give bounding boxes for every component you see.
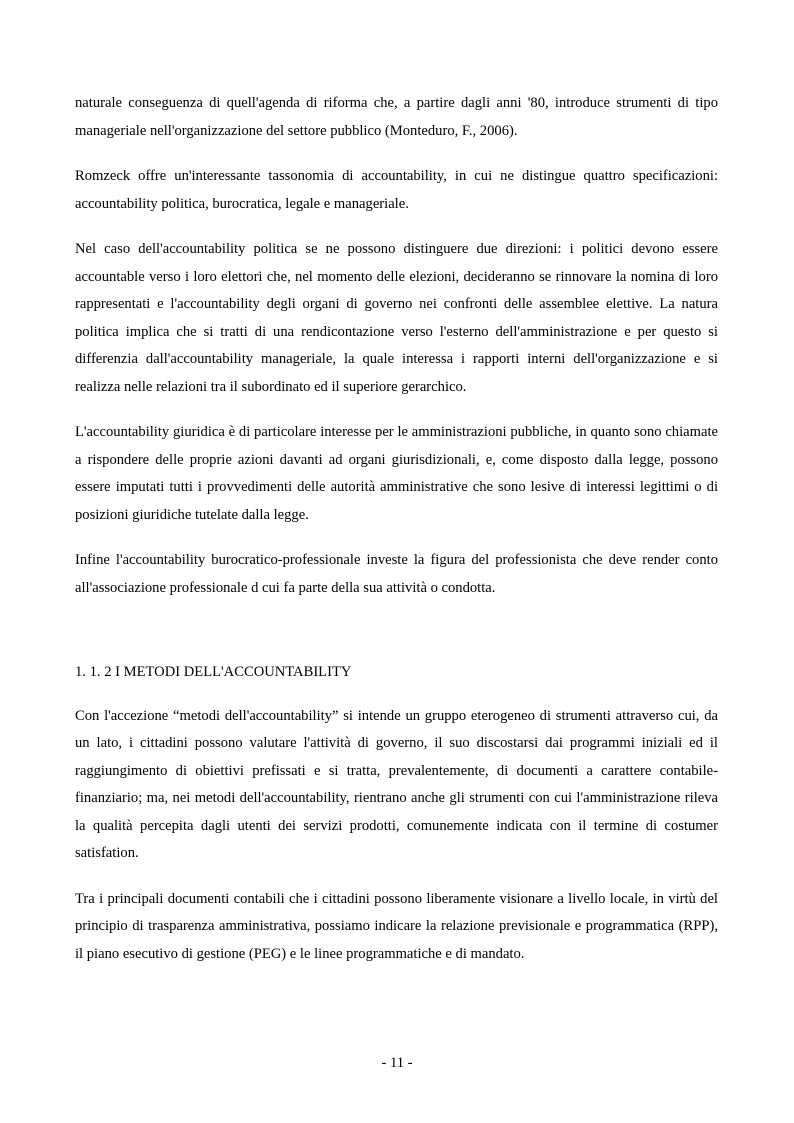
section-heading: 1. 1. 2 I METODI DELL'ACCOUNTABILITY bbox=[75, 664, 352, 680]
paragraph-accountability-methods: Con l'accezione “metodi dell'accountability” si intende un gruppo eterogeneo di strumenti attraverso cui, da un lato, i cittadini possono valutare l'attività di governo, il suo discostarsi dai programmi iniziali ed il raggiungimento di obiettivi prefissati e si tratta, prevalentemente, di documenti a carattere contabile-finanziario; ma, nei metodi dell'accountability, rientrano anche gli strumenti con cui l'amministrazione rileva la qualità percepita dagli utenti dei servizi prodotti, comunemente indicata con il termine di costumer satisfation. bbox=[75, 707, 718, 861]
page-number: - 11 - bbox=[381, 1055, 413, 1071]
paragraph-accounting-documents: Tra i principali documenti contabili che i cittadini possono liberamente visionare a livello locale, in virtù del principio di trasparenza amministrativa, possiamo indicare la relazione previsionale e programmatica (RPP), il piano esecutivo di gestione (PEG) e le linee programmatiche e di mandato. bbox=[75, 890, 718, 962]
paragraph-professional-accountability: Infine l'accountability burocratico-professionale investe la figura del professionista che deve render conto all'associazione professionale d cui fa parte della sua attività o condotta. bbox=[75, 552, 718, 596]
paragraph-romzeck-taxonomy: Romzeck offre un'interessante tassonomia di accountability, in cui ne distingue quattro specificazioni: accountability politica, burocratica, legale e manageriale. bbox=[75, 168, 718, 212]
paragraph-reform-agenda: naturale conseguenza di quell'agenda di riforma che, a partire dagli anni '80, introduce strumenti di tipo manageriale nell'organizzazione del settore pubblico (Monteduro, F., 2006). bbox=[75, 95, 718, 139]
paragraph-legal-accountability: L'accountability giuridica è di particolare interesse per le amministrazioni pubbliche, in quanto sono chiamate a rispondere delle proprie azioni davanti ad organi giurisdizionali, e, come disposto dalla legge, possono essere imputati tutti i provvedimenti delle autorità amministrative che sono lesive di interessi legittimi o di posizioni giuridiche tutelate dalla legge. bbox=[75, 424, 718, 523]
document-page bbox=[75, 90, 718, 986]
paragraph-political-accountability: Nel caso dell'accountability politica se ne possono distinguere due direzioni: i politici devono essere accountable verso i loro elettori che, nel momento delle elezioni, decideranno se rinnovare la nomina di loro rappresentati e l'accountability degli organi di governo nei confronti delle assemblee elettive. La natura politica implica che si tratti di una rendicontazione verso l'esterno dell'amministrazione e per questo si differenzia dall'accountability manageriale, la quale interessa i rapporti interni dell'organizzazione e si realizza nelle relazioni tra il subordinato ed il superiore gerarchico. bbox=[75, 241, 718, 395]
